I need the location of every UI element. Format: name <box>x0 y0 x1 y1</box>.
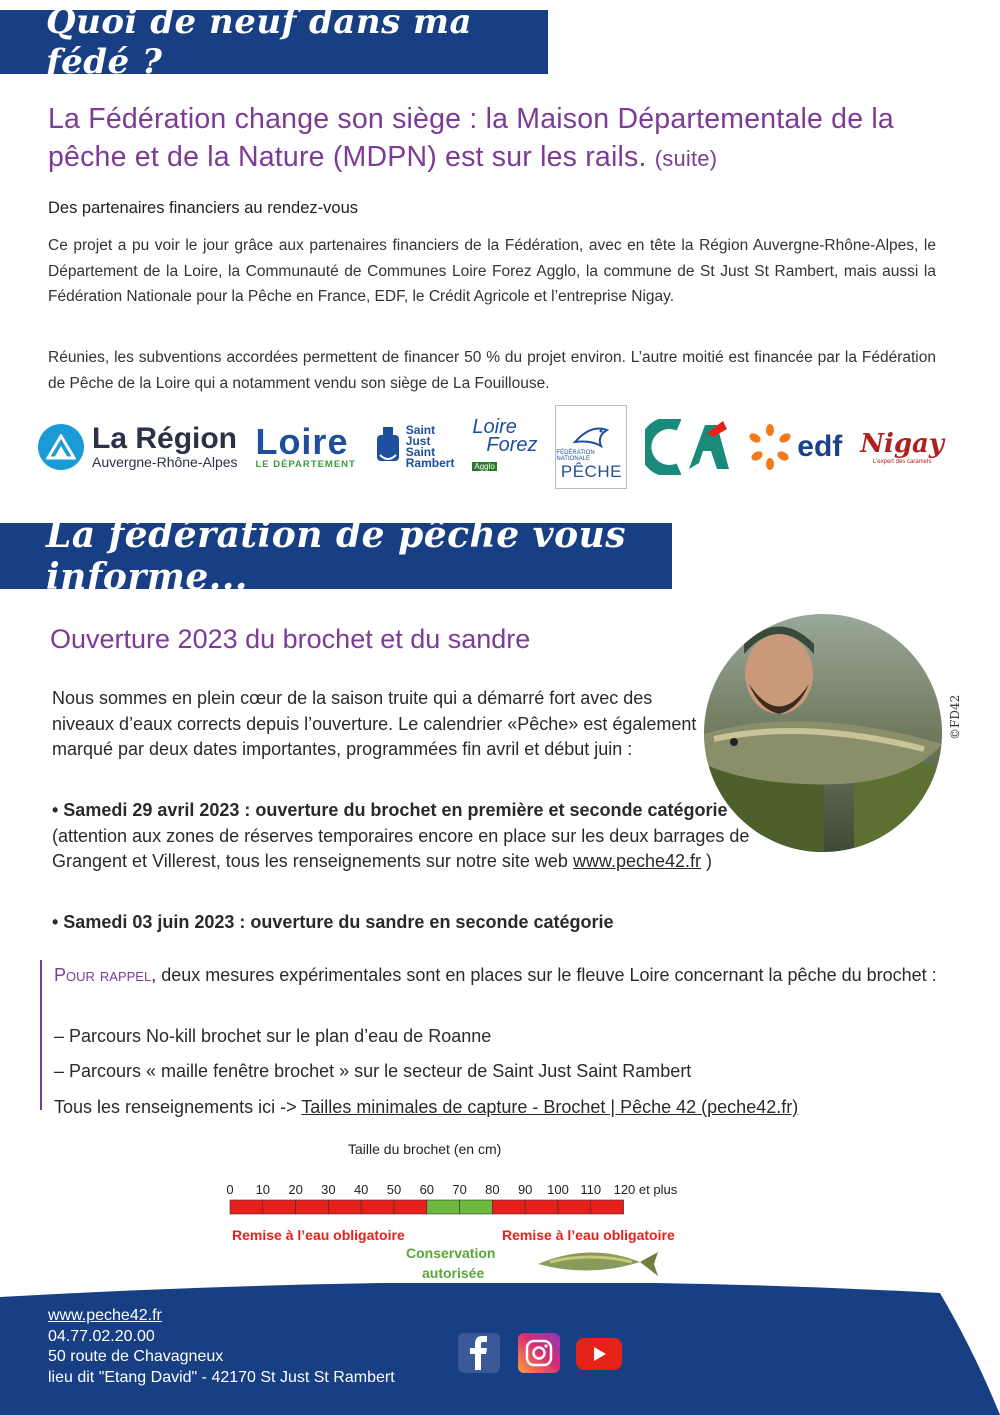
tick-label-60: 60 <box>419 1182 435 1197</box>
logo-edf-text: edf <box>797 430 843 463</box>
footer-address-2: lieu dit "Etang David" - 42170 St Just St Rambert <box>48 1368 395 1386</box>
logo-forez-1: Loire <box>472 416 517 438</box>
partner-logos <box>38 402 944 492</box>
logo-sjsr-2: Just <box>405 434 431 448</box>
item-brochet-rest: (attention aux zones de réserves temporaires encore en place sur les deux barrages de Grangent et Villerest, tous les renseignements sur notre site web <box>52 825 750 871</box>
logo-region-sub: Auvergne-Rhône-Alpes <box>92 454 238 470</box>
rappel-box <box>40 960 952 1117</box>
size-segment-20 <box>296 1200 329 1214</box>
region-mountain-icon <box>38 424 84 470</box>
label-conservation-1: Conservation <box>406 1245 496 1261</box>
tick-label-50: 50 <box>386 1182 402 1197</box>
item-brochet-bold: • Samedi 29 avril 2023 : ouverture du brochet en première et seconde catégorie <box>52 800 728 820</box>
tailles-minimales-link[interactable]: Tailles minimales de capture - Brochet | Pêche 42 (peche42.fr) <box>301 1097 799 1117</box>
tick-label-80: 80 <box>485 1182 500 1197</box>
paragraph-funding: Réunies, les subventions accordées permettent de financer 50 % du projet environ. L’autre moitié est financée par la Fédération de Pêche de la Loire qui a notamment vendu son siège de La Fouillouse. <box>48 349 936 392</box>
youtube-icon[interactable] <box>576 1338 622 1370</box>
size-segment-110 <box>591 1200 624 1214</box>
rappel-item-1: – Parcours No-kill brochet sur le plan d’eau de Roanne <box>54 1026 492 1046</box>
item-brochet-end: ) <box>701 851 713 871</box>
rappel-intro <box>54 962 937 988</box>
size-segment-60 <box>427 1200 460 1214</box>
instagram-icon[interactable] <box>518 1333 560 1373</box>
logo-sjsr-4: Rambert <box>405 456 455 470</box>
tick-label-110: 110 <box>580 1182 602 1197</box>
label-remise-right: Remise à l’eau obligatoire <box>502 1227 675 1243</box>
headline-ouverture: Ouverture 2023 du brochet et du sandre <box>50 624 531 654</box>
tick-label-70: 70 <box>452 1182 467 1197</box>
logo-nigay <box>860 429 944 465</box>
label-remise-left: Remise à l’eau obligatoire <box>232 1227 405 1243</box>
logo-nigay-sub: L'expert des caramels <box>872 459 932 465</box>
size-segment-100 <box>558 1200 591 1214</box>
logo-loire-forez <box>472 418 537 476</box>
logo-loire-title: Loire <box>255 420 349 462</box>
section-banner-news: Quoi de neuf dans ma fédé ? <box>0 10 548 74</box>
item-brochet <box>52 798 752 875</box>
logo-edf <box>747 424 842 470</box>
item-sandre <box>52 910 752 936</box>
tick-label-30: 30 <box>321 1182 336 1197</box>
tick-label-0: 0 <box>226 1182 234 1197</box>
footer-phone: 04.77.02.20.00 <box>48 1327 155 1345</box>
size-segment-0 <box>230 1200 263 1214</box>
fish-icon <box>571 420 611 450</box>
tick-label-90: 90 <box>517 1182 533 1197</box>
facebook-icon[interactable] <box>458 1333 500 1373</box>
paragraph-intro: Nous sommes en plein cœur de la saison truite qui a démarré fort avec des niveaux d’eaux corrects depuis l’ouverture. Le calendrier «Pêche» est également marqué par deux dates importantes, programmées fin avril et début juin : <box>52 688 697 759</box>
headline-mdpn <box>48 100 938 178</box>
headline-suffix: (suite) <box>654 146 718 171</box>
pike-illustration-icon <box>538 1252 658 1276</box>
logo-sjsr-1: Saint <box>405 423 436 437</box>
size-segment-40 <box>361 1200 394 1214</box>
rappel-item-2: – Parcours « maille fenêtre brochet » sur le secteur de Saint Just Saint Rambert <box>54 1061 692 1081</box>
footer-contact <box>48 1306 395 1388</box>
photo-credit: ©FD42 <box>948 694 962 740</box>
tick-label-100: 100 <box>547 1182 569 1197</box>
peche42-link[interactable]: www.peche42.fr <box>572 851 702 871</box>
footer-website-link[interactable]: www.peche42.fr <box>48 1307 162 1324</box>
logo-fnpf <box>555 405 627 489</box>
logo-forez-2: Forez <box>486 434 538 456</box>
logo-sjsr-3: Saint <box>405 445 436 459</box>
label-conservation-2: autorisée <box>422 1265 485 1281</box>
logo-forez-3: Agglo <box>474 462 495 471</box>
paragraph-partners: Ce projet a pu voir le jour grâce aux partenaires financiers de la Fédération, avec en tête la Région Auvergne-Rhône-Alpes, le Département de la Loire, la Communauté de Communes Loire Forez Agglo, la commune de St Just St Rambert, mais aussi la Fédération Nationale pour la Pêche en France, EDF, le Crédit Agricole et l’entreprise Nigay. <box>48 237 936 305</box>
tick-label-120: 120 et plus <box>613 1182 678 1197</box>
rappel-smallcaps: Pour rappel <box>54 965 152 985</box>
logo-region-title: La Région <box>92 422 238 455</box>
size-segment-30 <box>328 1200 361 1214</box>
logo-region <box>38 424 238 470</box>
logo-fnpf-small: FÉDÉRATION NATIONALE <box>556 450 595 462</box>
rappel-text: , deux mesures expérimentales sont en places sur le fleuve Loire concernant la pêche du brochet : <box>151 965 937 985</box>
logo-loire-sub: LE DÉPARTEMENT <box>255 458 356 470</box>
sjsr-emblem-icon <box>374 425 402 469</box>
footer-address-1: 50 route de Chavagneux <box>48 1348 224 1365</box>
subheading-partners: Des partenaires financiers au rendez-vous <box>48 199 358 217</box>
edf-sun-icon <box>747 424 793 470</box>
tick-label-10: 10 <box>255 1182 271 1197</box>
rappel-link-prefix: Tous les renseignements ici -> <box>54 1097 302 1117</box>
size-segment-90 <box>525 1200 558 1214</box>
size-segment-80 <box>492 1200 525 1214</box>
size-segment-70 <box>460 1200 493 1214</box>
size-segment-50 <box>394 1200 427 1214</box>
logo-sjsr <box>374 425 455 469</box>
logo-credit-agricole <box>645 419 729 475</box>
chart-title: Taille du brochet (en cm) <box>348 1141 502 1157</box>
pike-size-chart <box>220 1132 690 1282</box>
logo-loire <box>255 420 356 470</box>
headline-mdpn-text: La Fédération change son siège : la Maison Départementale de la pêche et de la Nature (MDPN) est sur les rails. <box>48 103 894 173</box>
rappel-link-line <box>54 1094 798 1120</box>
section-banner-info: La fédération de pêche vous informe... <box>0 523 672 589</box>
tick-label-20: 20 <box>288 1182 303 1197</box>
logo-fnpf-big: PÊCHE <box>560 462 622 481</box>
tick-label-40: 40 <box>353 1182 369 1197</box>
logo-nigay-text: Nigay <box>860 429 944 459</box>
item-sandre-bold: • Samedi 03 juin 2023 : ouverture du sandre en seconde catégorie <box>52 912 614 932</box>
size-segment-10 <box>263 1200 296 1214</box>
credit-agricole-icon <box>645 419 729 475</box>
